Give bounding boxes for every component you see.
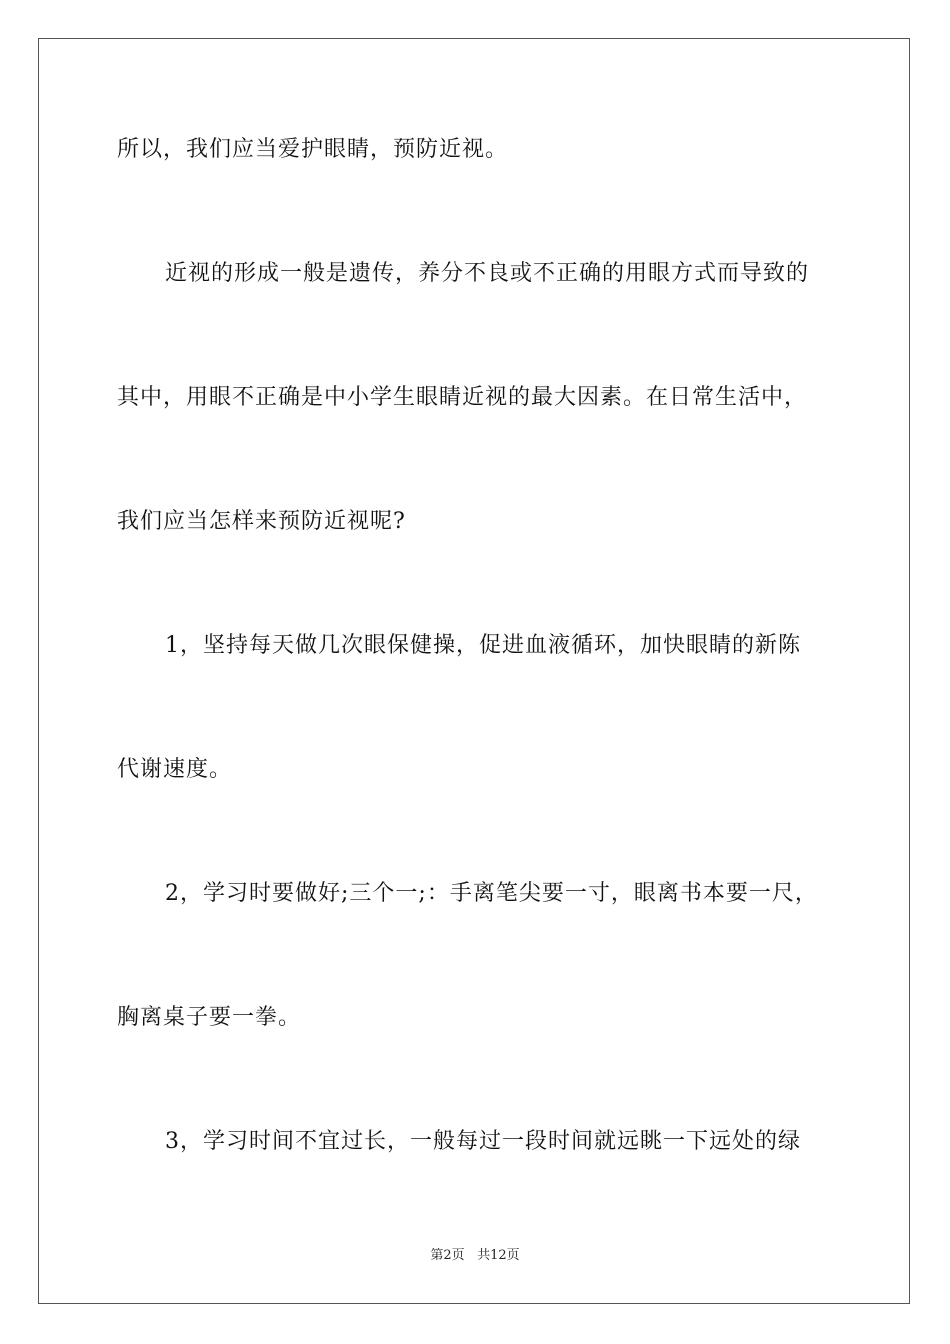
- page-footer: [0, 1247, 950, 1265]
- text-line-3: 其中，用眼不正确是中小学生眼睛近视的最大因素。在日常生活中，: [117, 385, 808, 410]
- text-line-1: 所以，我们应当爱护眼睛，预防近视。: [117, 137, 509, 162]
- text-line-6: 代谢速度。: [117, 757, 233, 782]
- text-line-8: 胸离桌子要一拳。: [117, 1005, 302, 1030]
- text-line-7: 2，学习时要做好;三个一;：手离笔尖要一寸，眼离书本要一尺，: [165, 881, 818, 906]
- page-frame: [38, 38, 910, 1304]
- text-line-5: 1，坚持每天做几次眼保健操，促进血液循环，加快眼睛的新陈: [165, 633, 801, 658]
- text-line-9: 3，学习时间不宜过长，一般每过一段时间就远眺一下远处的绿: [165, 1129, 801, 1154]
- text-line-2: 近视的形成一般是遗传，养分不良或不正确的用眼方式而导致的: [165, 261, 810, 286]
- page-number: 第2页: [430, 1248, 465, 1263]
- text-line-4: 我们应当怎样来预防近视呢?: [117, 509, 406, 534]
- total-pages: 共12页: [477, 1248, 520, 1263]
